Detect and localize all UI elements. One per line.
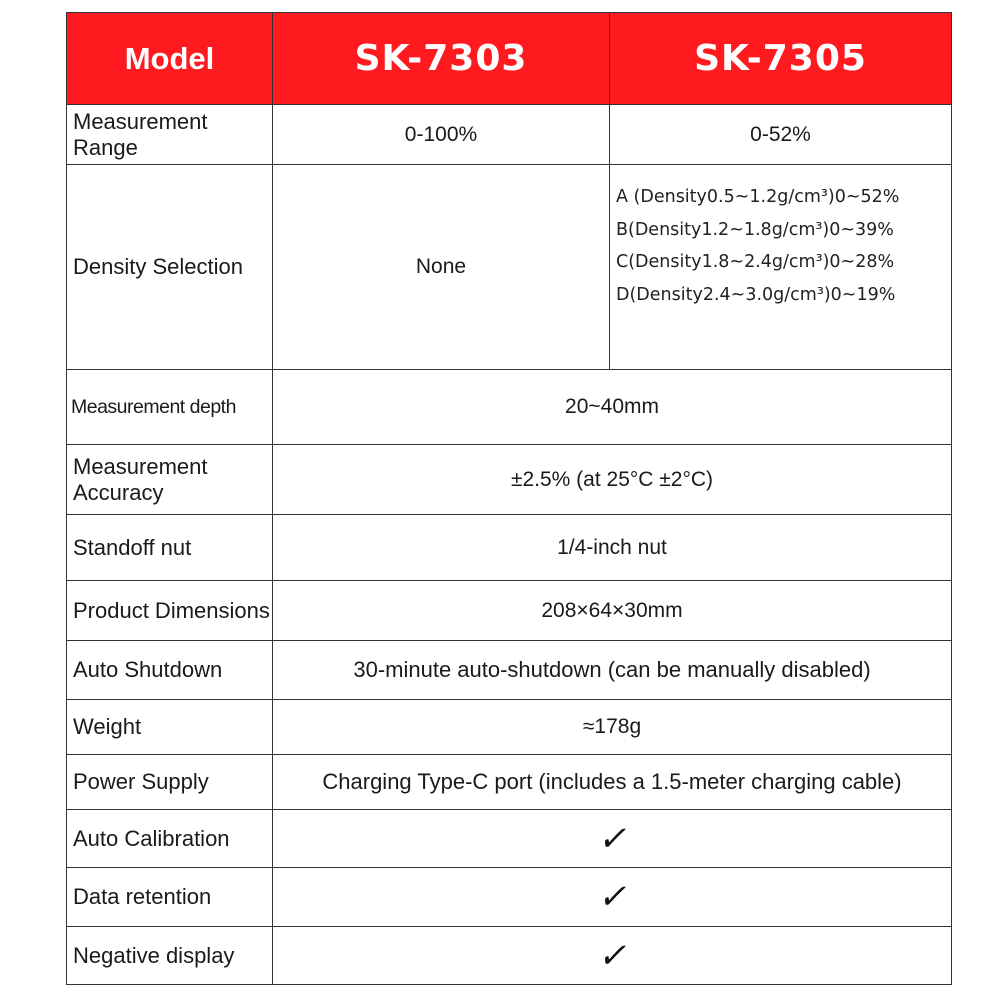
- density-option-a: A (Density0.5~1.2g/cm³)0~52%: [616, 187, 900, 207]
- shared-value: 20~40mm: [273, 370, 952, 445]
- density-option-d: D(Density2.4~3.0g/cm³)0~19%: [616, 284, 896, 305]
- shared-value: Charging Type-C port (includes a 1.5-meter charging cable): [273, 755, 952, 810]
- table-row-auto-calibration: [67, 810, 952, 868]
- table-row-weight: [67, 700, 952, 755]
- sk7303-value: 0-100%: [273, 105, 610, 165]
- sk7303-value: None: [273, 165, 610, 370]
- row-label: Negative display: [67, 927, 273, 985]
- shared-value: ≈178g: [273, 700, 952, 755]
- table-row-power-supply: [67, 755, 952, 810]
- table-row-measurement-depth: [67, 370, 952, 445]
- row-label: Measurement Accuracy: [67, 445, 273, 515]
- density-option-b: B(Density1.2~1.8g/cm³)0~39%: [616, 219, 894, 240]
- table-row-data-retention: [67, 868, 952, 927]
- row-label: Data retention: [67, 868, 273, 927]
- sk7305-value: 0-52%: [610, 105, 952, 165]
- spec-comparison-table: [66, 12, 952, 985]
- table-row-negative-display: [67, 927, 952, 985]
- header-row: [67, 13, 952, 105]
- shared-value: 208×64×30mm: [273, 581, 952, 641]
- table-row-standoff-nut: [67, 515, 952, 581]
- row-label: Weight: [67, 700, 273, 755]
- table-row-measurement-accuracy: [67, 445, 952, 515]
- row-label: Auto Calibration: [67, 810, 273, 868]
- density-option-c: C(Density1.8~2.4g/cm³)0~28%: [616, 252, 895, 272]
- checkmark-icon: ✓: [273, 868, 952, 927]
- model-sk7303-header: SK-7303: [273, 13, 610, 105]
- row-label: Power Supply: [67, 755, 273, 810]
- row-label: Measurement depth: [67, 370, 273, 445]
- checkmark-icon: ✓: [273, 810, 952, 868]
- checkmark-icon: ✓: [273, 927, 952, 985]
- model-header: Model: [67, 13, 273, 105]
- shared-value: ±2.5% (at 25°C ±2°C): [273, 445, 952, 515]
- row-label: Product Dimensions: [67, 581, 273, 641]
- shared-value: 1/4-inch nut: [273, 515, 952, 581]
- row-label: Measurement Range: [67, 105, 273, 165]
- table-row-auto-shutdown: [67, 641, 952, 700]
- sk7305-density-list: [610, 165, 952, 370]
- row-label: Standoff nut: [67, 515, 273, 581]
- model-sk7305-header: SK-7305: [610, 13, 952, 105]
- table-row-measurement-range: [67, 105, 952, 165]
- table-row-product-dimensions: [67, 581, 952, 641]
- row-label: Density Selection: [67, 165, 273, 370]
- table-row-density-selection: [67, 165, 952, 370]
- shared-value: 30-minute auto-shutdown (can be manually disabled): [273, 641, 952, 700]
- row-label: Auto Shutdown: [67, 641, 273, 700]
